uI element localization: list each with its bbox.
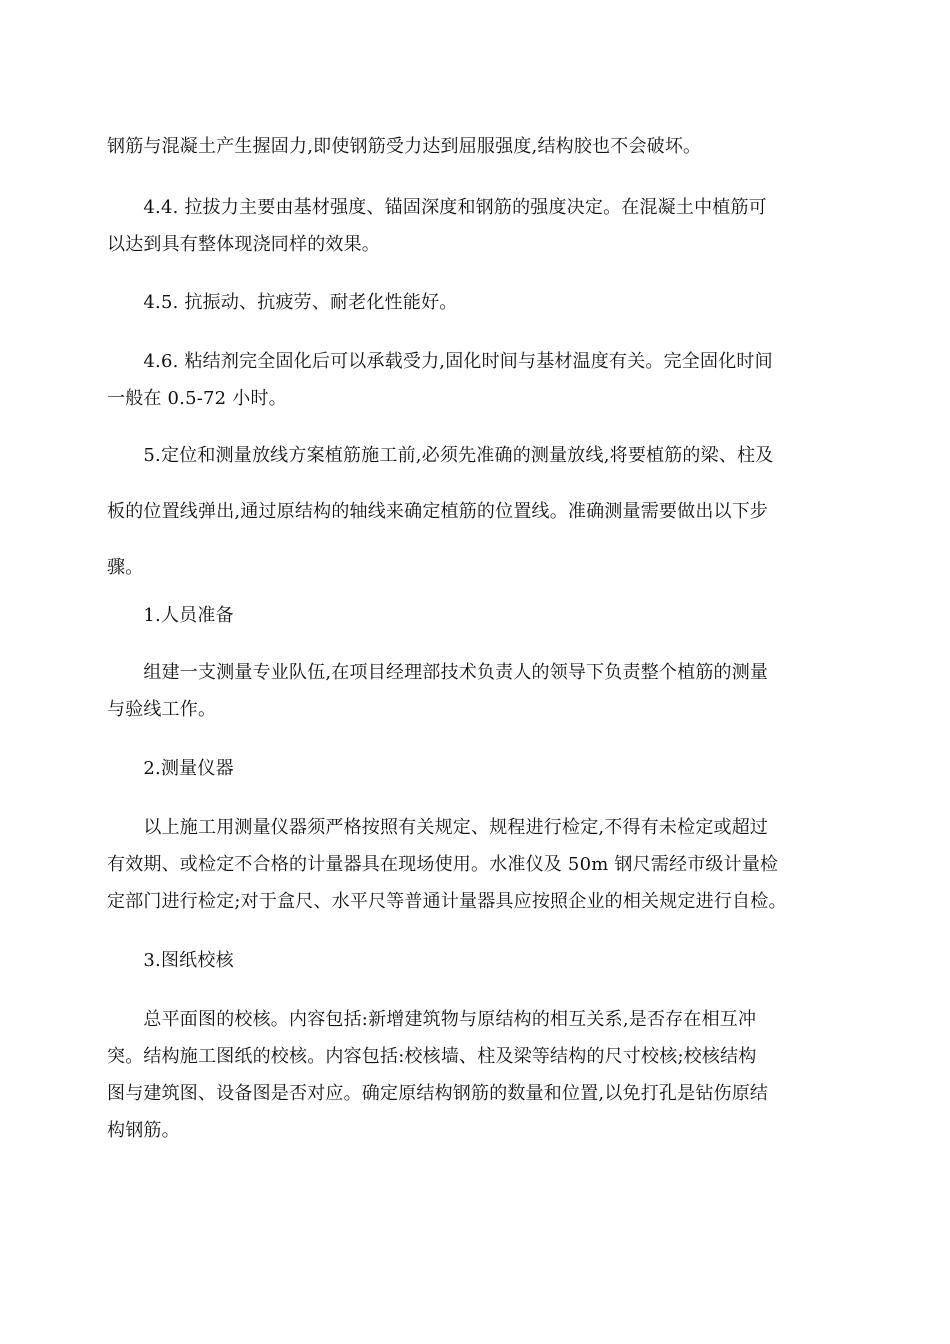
paragraph-4-5-durability: 4.5. 抗振动、抗疲劳、耐老化性能好。 xyxy=(107,292,458,313)
paragraph-anchorage-strength: 钢筋与混凝土产生握固力,即使钢筋受力达到屈服强度,结构胶也不会破坏。 xyxy=(107,136,702,157)
heading-1-personnel: 1.人员准备 xyxy=(107,605,234,626)
paragraph-drawing-check: 总平面图的校核。内容包括:新增建筑物与原结构的相互关系,是否存在相互冲 突。结构施工图纸的校核。内容包括:校核墙、柱及梁等结构的尺寸校核;校核结构 图与建筑图、设备图是否对应。确定原结构钢筋的数量和位置,以免打孔是钻伤原结 构钢筋。 xyxy=(107,1009,769,1141)
heading-2-instruments: 2.测量仪器 xyxy=(107,758,234,779)
paragraph-4-6-curing-time: 4.6. 粘结剂完全固化后可以承载受力,固化时间与基材温度有关。完全固化时间 一般在 0.5-72 小时。 xyxy=(107,351,773,409)
heading-3-drawing-check: 3.图纸校核 xyxy=(107,950,234,971)
paragraph-survey-team: 组建一支测量专业队伍,在项目经理部技术负责人的领导下负责整个植筋的测量 与验线工作。 xyxy=(107,662,769,720)
paragraph-4-4-pullout-force: 4.4. 拉拔力主要由基材强度、锚固深度和钢筋的强度决定。在混凝土中植筋可 以达到具有整体现浇同样的效果。 xyxy=(107,197,767,255)
paragraph-5-positioning-survey: 5.定位和测量放线方案植筋施工前,必须先准确的测量放线,将要植筋的梁、柱及 板的位置线弹出,通过原结构的轴线来确定植筋的位置线。准确测量需要做出以下步 骤。 xyxy=(107,445,774,578)
paragraph-instrument-calibration: 以上施工用测量仪器须严格按照有关规定、规程进行检定,不得有未检定或超过 有效期、或检定不合格的计量器具在现场使用。水准仪及 50m 钢尺需经市级计量检 定部门进行检定;对于盒尺、水平尺等普通计量器具应按照企业的相关规定进行自检。 xyxy=(107,817,787,912)
